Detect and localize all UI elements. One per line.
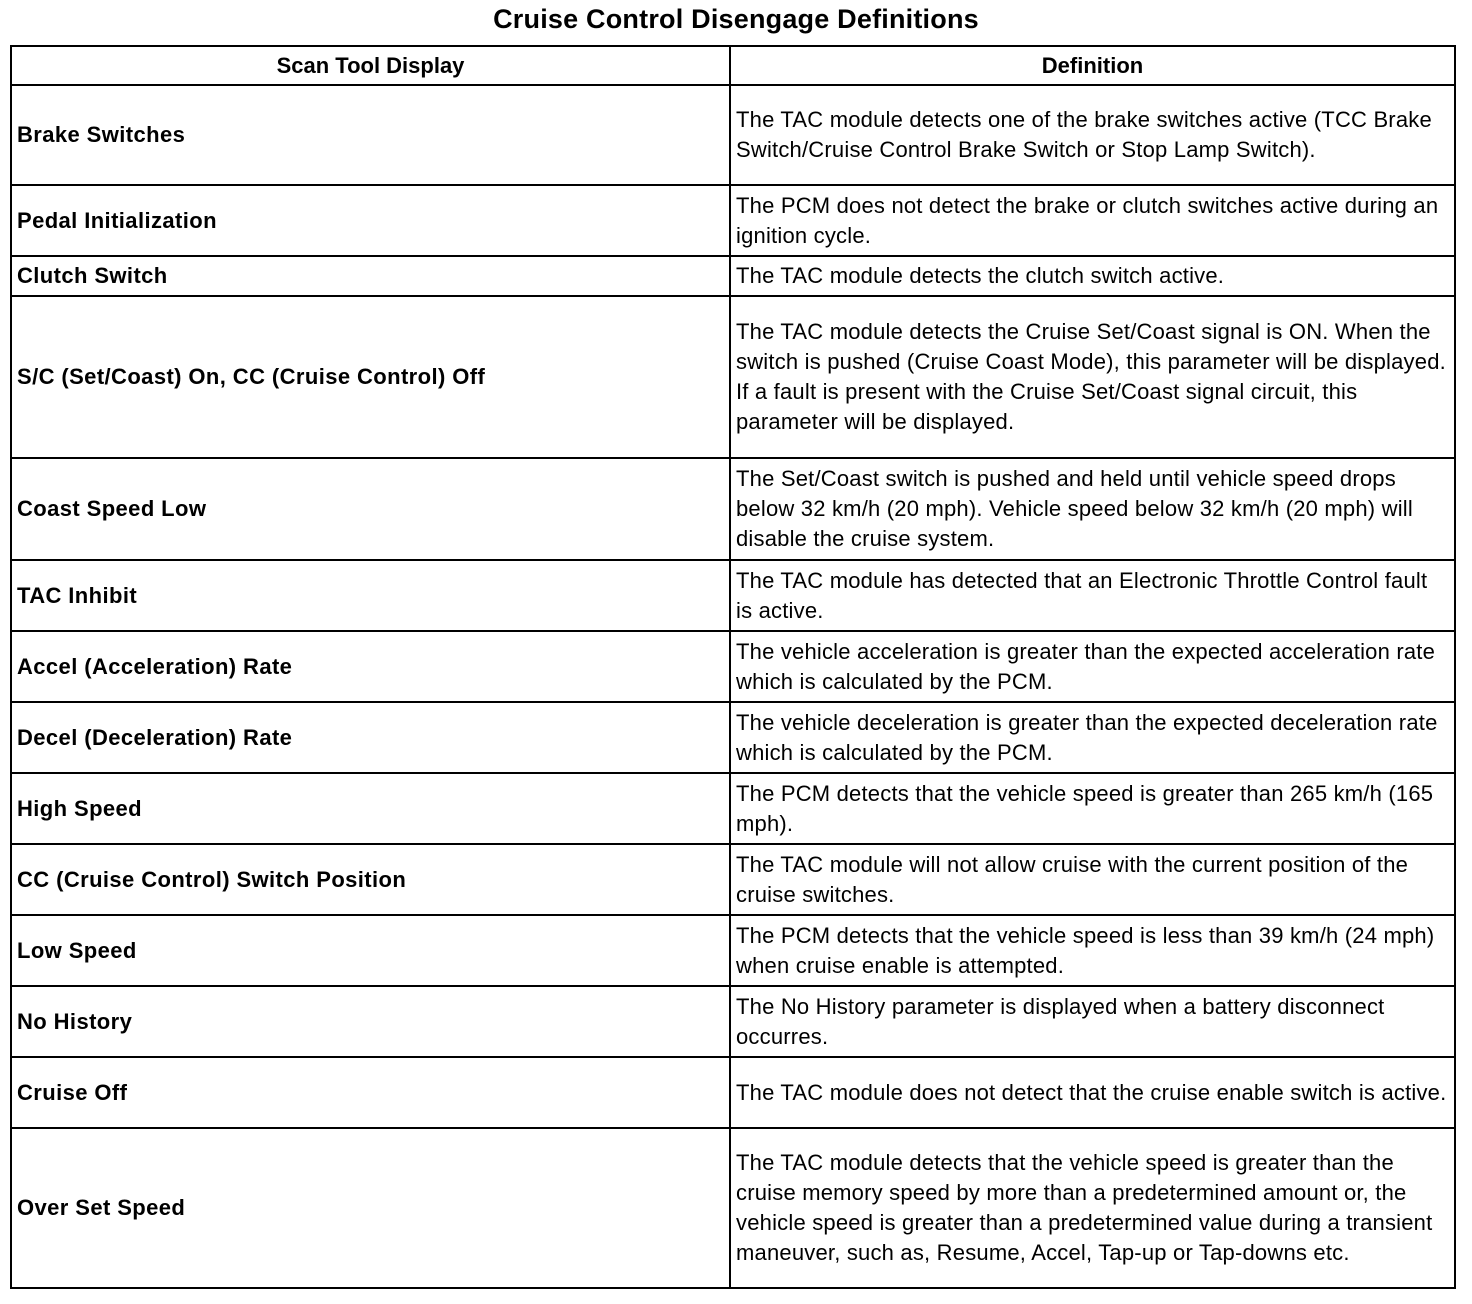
definition-cell: The PCM does not detect the brake or clutch switches active during an ignition cycle.	[730, 185, 1455, 256]
table-row	[11, 702, 1455, 773]
scan-tool-display-cell: TAC Inhibit	[11, 560, 730, 631]
scan-tool-display-cell: Brake Switches	[11, 85, 730, 185]
table-row	[11, 1057, 1455, 1128]
table-row	[11, 185, 1455, 256]
scan-tool-display-cell: Cruise Off	[11, 1057, 730, 1128]
table-row	[11, 986, 1455, 1057]
definition-cell: The vehicle acceleration is greater than the expected acceleration rate which is calculated by the PCM.	[730, 631, 1455, 702]
table-row	[11, 915, 1455, 986]
document-title: Cruise Control Disengage Definitions	[493, 4, 979, 34]
definition-cell: The PCM detects that the vehicle speed is greater than 265 km/h (165 mph).	[730, 773, 1455, 844]
column-header-scan-tool-display: Scan Tool Display	[11, 46, 730, 85]
definition-cell: The TAC module detects one of the brake switches active (TCC Brake Switch/Cruise Control Brake Switch or Stop Lamp Switch).	[730, 85, 1455, 185]
definitions-table	[10, 45, 1456, 1289]
table-row	[11, 560, 1455, 631]
definition-cell: The TAC module detects that the vehicle speed is greater than the cruise memory speed by more than a predetermined amount or, the vehicle speed is greater than a predetermined value during a transient maneuver, such as, Resume, Accel, Tap-up or Tap-downs etc.	[730, 1128, 1455, 1288]
scan-tool-display-cell: CC (Cruise Control) Switch Position	[11, 844, 730, 915]
scan-tool-display-cell: Pedal Initialization	[11, 185, 730, 256]
scan-tool-display-cell: Accel (Acceleration) Rate	[11, 631, 730, 702]
scan-tool-display-cell: No History	[11, 986, 730, 1057]
scan-tool-display-cell: Decel (Deceleration) Rate	[11, 702, 730, 773]
definition-cell: The TAC module has detected that an Electronic Throttle Control fault is active.	[730, 560, 1455, 631]
definition-cell: The PCM detects that the vehicle speed is less than 39 km/h (24 mph) when cruise enable is attempted.	[730, 915, 1455, 986]
definition-cell: The TAC module will not allow cruise with the current position of the cruise switches.	[730, 844, 1455, 915]
scan-tool-display-cell: S/C (Set/Coast) On, CC (Cruise Control) Off	[11, 296, 730, 458]
scan-tool-display-cell: Over Set Speed	[11, 1128, 730, 1288]
table-row	[11, 296, 1455, 458]
table-row	[11, 1128, 1455, 1288]
table-row	[11, 844, 1455, 915]
definition-cell: The TAC module detects the clutch switch active.	[730, 256, 1455, 296]
definition-cell: The vehicle deceleration is greater than the expected deceleration rate which is calculated by the PCM.	[730, 702, 1455, 773]
column-header-definition: Definition	[730, 46, 1455, 85]
definition-cell: The TAC module does not detect that the cruise enable switch is active.	[730, 1057, 1455, 1128]
table-row	[11, 773, 1455, 844]
definition-cell: The Set/Coast switch is pushed and held until vehicle speed drops below 32 km/h (20 mph). Vehicle speed below 32 km/h (20 mph) will disable the cruise system.	[730, 458, 1455, 560]
scan-tool-display-cell: Low Speed	[11, 915, 730, 986]
scan-tool-display-cell: Coast Speed Low	[11, 458, 730, 560]
definition-cell: The No History parameter is displayed when a battery disconnect occurres.	[730, 986, 1455, 1057]
scan-tool-display-cell: Clutch Switch	[11, 256, 730, 296]
table-row	[11, 256, 1455, 296]
scan-tool-display-cell: High Speed	[11, 773, 730, 844]
definition-cell: The TAC module detects the Cruise Set/Coast signal is ON. When the switch is pushed (Cruise Coast Mode), this parameter will be displayed. If a fault is present with the Cruise Set/Coast signal circuit, this parameter will be displayed.	[730, 296, 1455, 458]
table-row	[11, 458, 1455, 560]
table-header-row	[11, 46, 1455, 85]
table-row	[11, 631, 1455, 702]
table-row	[11, 85, 1455, 185]
